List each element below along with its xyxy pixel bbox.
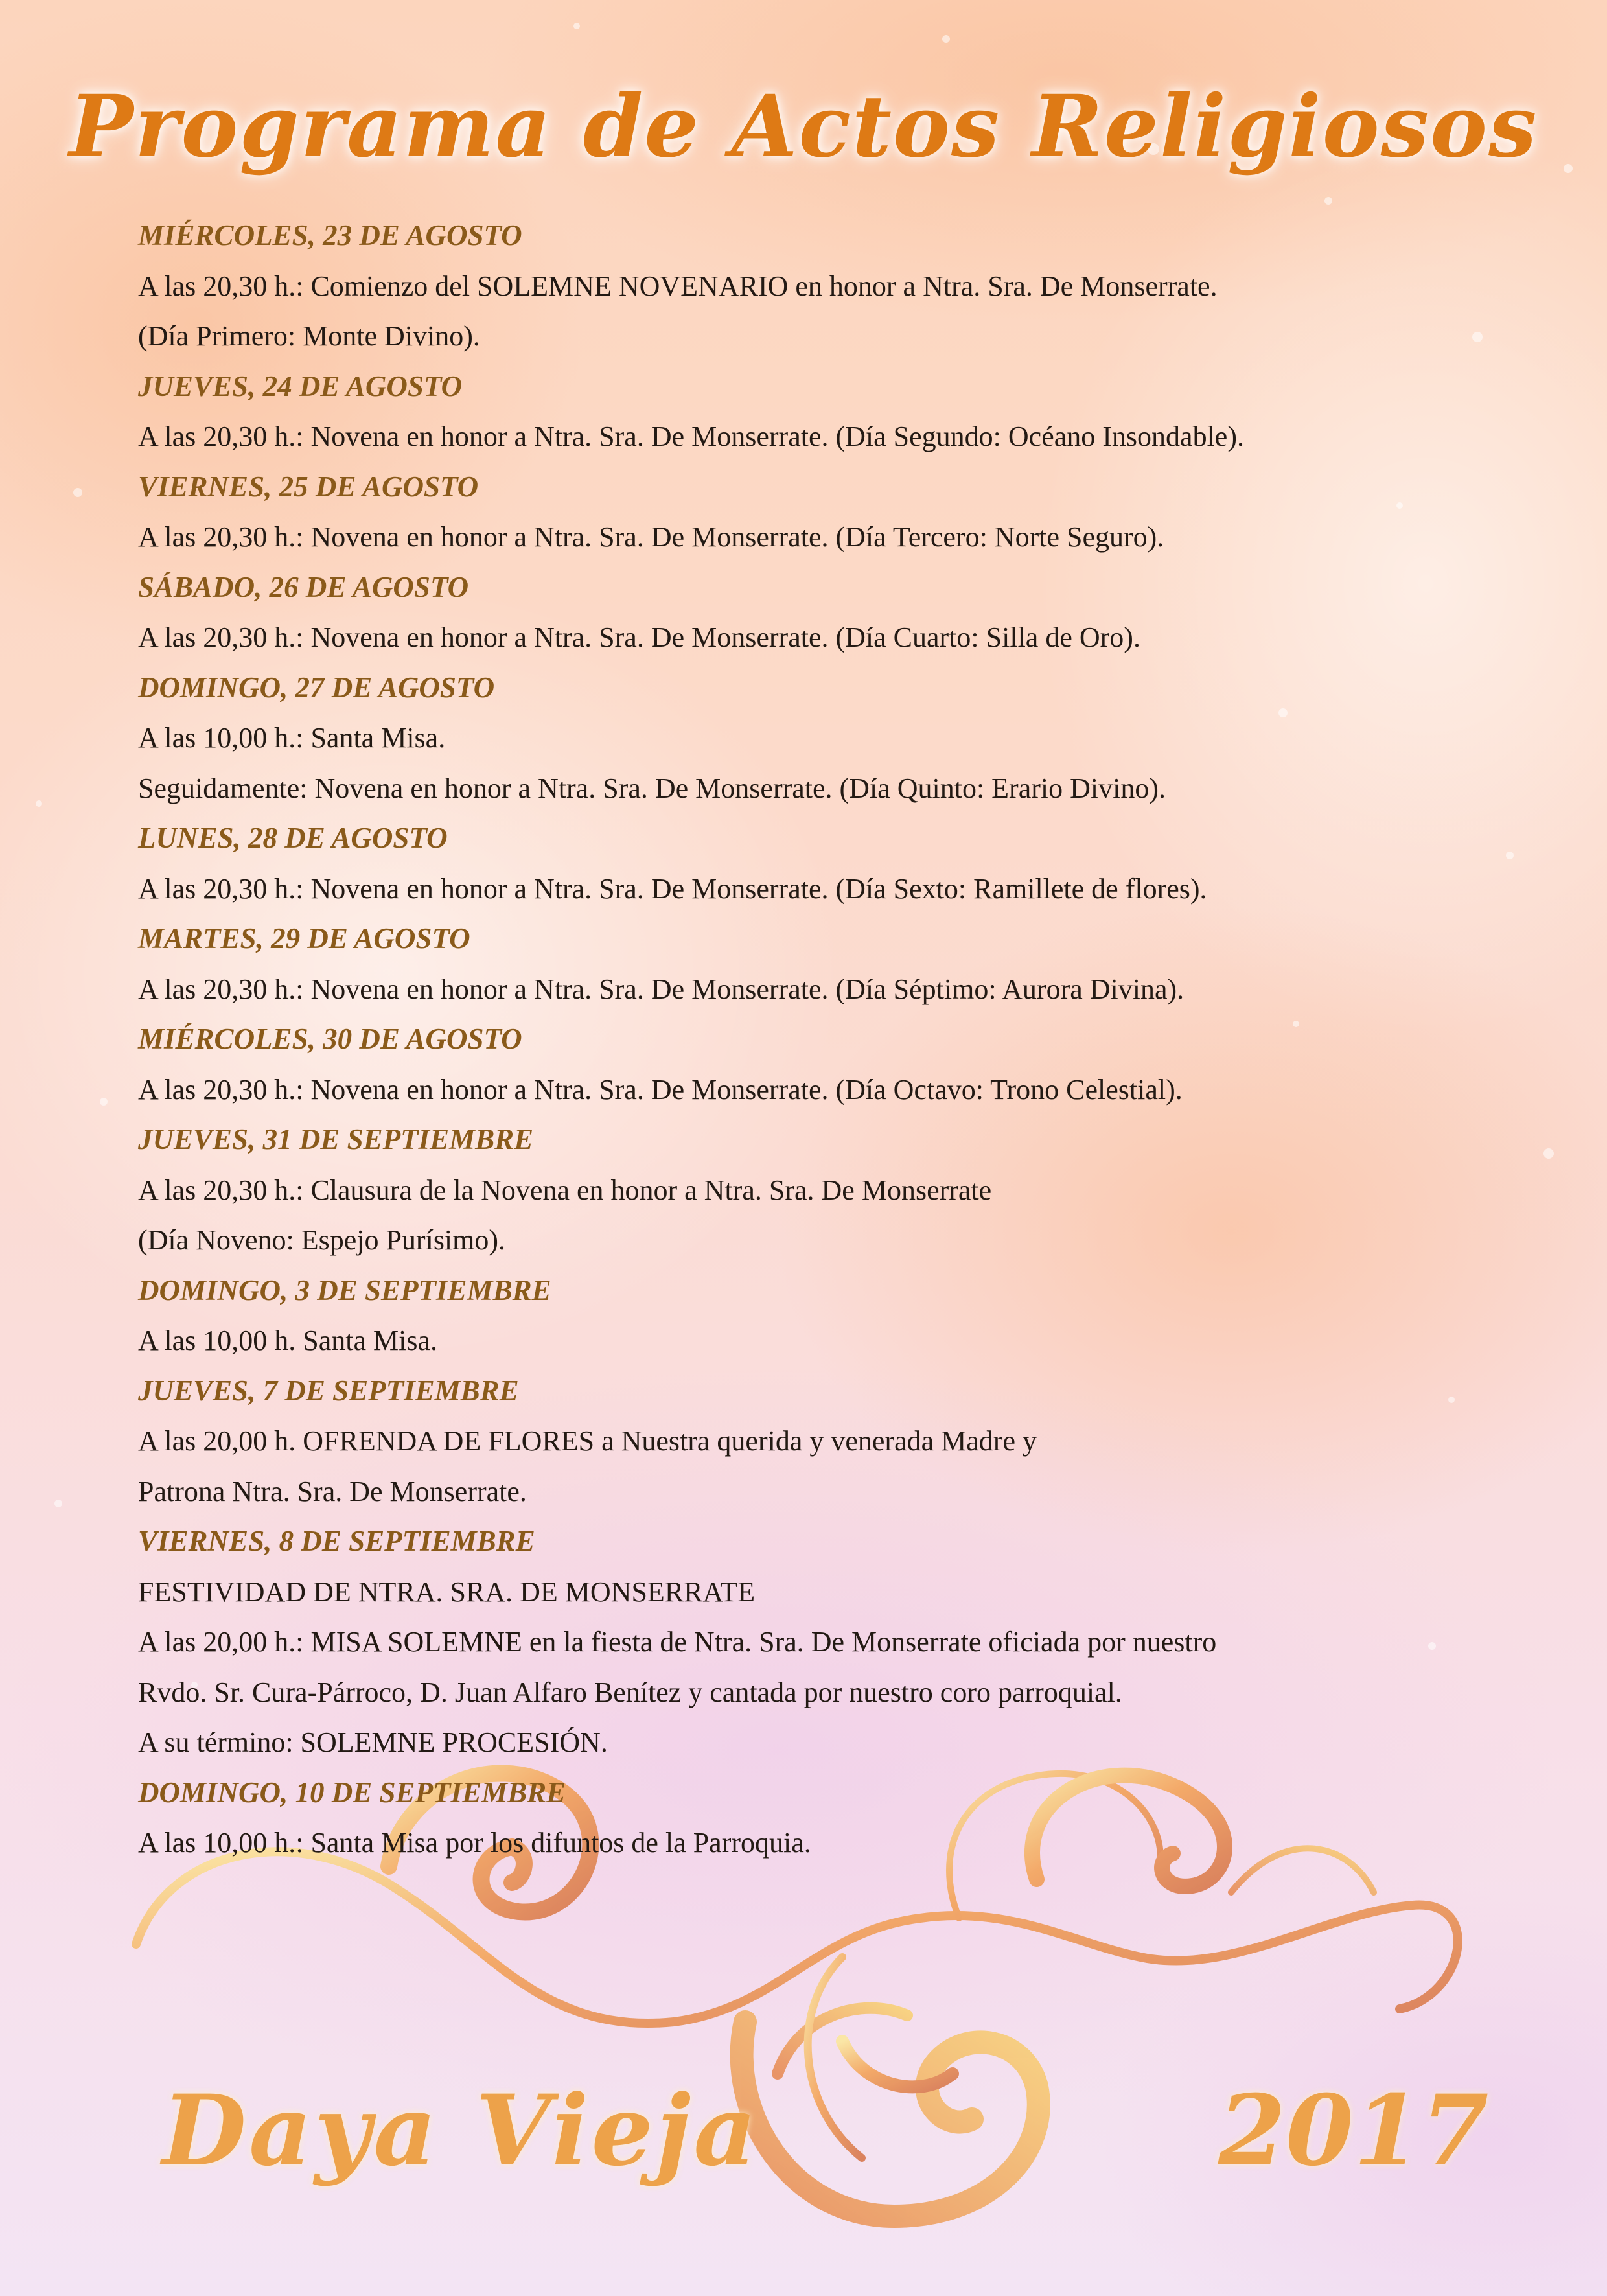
event-line: A su término: SOLEMNE PROCESIÓN. (138, 1726, 608, 1758)
day-heading: SÁBADO, 26 DE AGOSTO (138, 570, 469, 603)
event-line: A las 20,00 h. OFRENDA DE FLORES a Nuestra querida y venerada Madre y (138, 1425, 1037, 1457)
day-heading: DOMINGO, 3 DE SEPTIEMBRE (138, 1273, 551, 1306)
event-line: A las 20,30 h.: Clausura de la Novena en honor a Ntra. Sra. De Monserrate (138, 1174, 992, 1206)
day-heading: JUEVES, 24 DE AGOSTO (138, 369, 463, 402)
event-line: A las 20,30 h.: Novena en honor a Ntra. Sra. De Monserrate. (Día Octavo: Trono Celestial). (138, 1073, 1183, 1106)
program-list (138, 211, 1525, 1868)
day-heading: JUEVES, 31 DE SEPTIEMBRE (138, 1123, 534, 1155)
event-line: (Día Primero: Monte Divino). (138, 320, 480, 352)
footer-year: 2017 (1218, 2074, 1489, 2188)
event-line: Rvdo. Sr. Cura-Párroco, D. Juan Alfaro Benítez y cantada por nuestro coro parroquial. (138, 1676, 1122, 1708)
event-line: A las 20,00 h.: MISA SOLEMNE en la fiesta de Ntra. Sra. De Monserrate oficiada por nuestro (138, 1626, 1217, 1658)
day-heading: MIÉRCOLES, 30 DE AGOSTO (138, 1023, 522, 1055)
event-line: A las 10,00 h.: Santa Misa. (138, 722, 446, 754)
day-heading: MIÉRCOLES, 23 DE AGOSTO (138, 219, 522, 251)
day-heading: DOMINGO, 10 DE SEPTIEMBRE (138, 1776, 566, 1809)
day-heading: VIERNES, 8 DE SEPTIEMBRE (138, 1525, 535, 1557)
event-line: A las 20,30 h.: Novena en honor a Ntra. Sra. De Monserrate. (Día Sexto: Ramillete de flores). (138, 872, 1207, 905)
day-heading: VIERNES, 25 DE AGOSTO (138, 470, 479, 503)
event-line: A las 20,30 h.: Novena en honor a Ntra. Sra. De Monserrate. (Día Tercero: Norte Seguro). (138, 521, 1164, 553)
event-line: FESTIVIDAD DE NTRA. SRA. DE MONSERRATE (138, 1575, 756, 1608)
day-heading: JUEVES, 7 DE SEPTIEMBRE (138, 1374, 519, 1407)
page-title: Programa de Actos Religiosos (69, 76, 1538, 177)
event-line: A las 10,00 h.: Santa Misa por los difuntos de la Parroquia. (138, 1827, 811, 1859)
event-line: A las 20,30 h.: Comienzo del SOLEMNE NOVENARIO en honor a Ntra. Sra. De Monserrate. (138, 270, 1218, 302)
footer-place: Daya Vieja (162, 2074, 759, 2188)
event-line: A las 10,00 h. Santa Misa. (138, 1325, 437, 1356)
event-line: A las 20,30 h.: Novena en honor a Ntra. Sra. De Monserrate. (Día Cuarto: Silla de Oro). (138, 621, 1140, 653)
day-heading: LUNES, 28 DE AGOSTO (138, 822, 448, 854)
event-line: A las 20,30 h.: Novena en honor a Ntra. Sra. De Monserrate. (Día Séptimo: Aurora Divina). (138, 973, 1185, 1005)
event-line: (Día Noveno: Espejo Purísimo). (138, 1224, 506, 1256)
day-heading: DOMINGO, 27 DE AGOSTO (138, 671, 495, 704)
day-heading: MARTES, 29 DE AGOSTO (138, 922, 470, 955)
event-line: A las 20,30 h.: Novena en honor a Ntra. Sra. De Monserrate. (Día Segundo: Océano Insondable). (138, 421, 1244, 452)
event-line: Patrona Ntra. Sra. De Monserrate. (138, 1475, 527, 1507)
event-line: Seguidamente: Novena en honor a Ntra. Sra. De Monserrate. (Día Quinto: Erario Divino). (138, 772, 1166, 804)
